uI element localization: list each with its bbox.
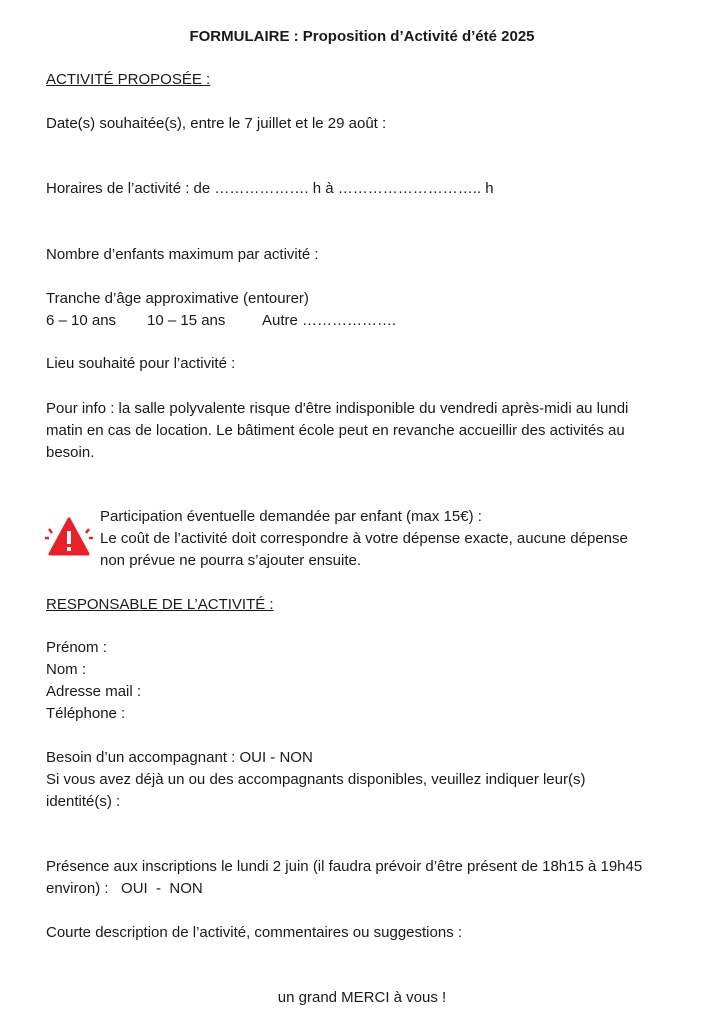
horaires-label: Horaires de l’activité : de ………………. h à ……………………….. h bbox=[46, 180, 494, 197]
presence-line: Présence aux inscriptions le lundi 2 juin (il faudra prévoir d’être présent de 18h15 à 19h45 bbox=[46, 858, 643, 875]
accompagnants-line: identité(s) : bbox=[46, 793, 121, 810]
info-line: Pour info : la salle polyvalente risque d'être indisponible du vendredi après-midi au lundi bbox=[46, 400, 629, 417]
warning-line: non prévue ne pourra s’ajouter ensuite. bbox=[100, 552, 362, 569]
description-label: Courte description de l’activité, commentaires ou suggestions : bbox=[46, 924, 463, 941]
age-option-1: 6 – 10 ans bbox=[46, 312, 117, 329]
prenom-label: Prénom : bbox=[46, 639, 107, 656]
accompagnants-line: Si vous avez déjà un ou des accompagnants disponibles, veuillez indiquer leur(s) bbox=[46, 771, 586, 788]
warning-line: Participation éventuelle demandée par enfant (max 15€) : bbox=[100, 508, 482, 525]
warning-line: Le coût de l’activité doit correspondre à votre dépense exacte, aucune dépense bbox=[100, 530, 628, 547]
footer-thanks: un grand MERCI à vous ! bbox=[277, 989, 447, 1006]
info-line: matin en cas de location. Le bâtiment école peut en revanche accueillir des activités au bbox=[46, 422, 625, 439]
dates-label: Date(s) souhaitée(s), entre le 7 juillet et le 29 août : bbox=[46, 115, 387, 132]
page-title: FORMULAIRE : Proposition d’Activité d’été 2025 bbox=[189, 28, 535, 45]
nom-label: Nom : bbox=[46, 661, 87, 678]
section-heading-activite: ACTIVITÉ PROPOSÉE : bbox=[46, 71, 211, 88]
info-line: besoin. bbox=[46, 444, 95, 461]
besoin-accompagnant-label: Besoin d’un accompagnant : OUI - NON bbox=[46, 749, 313, 766]
section-heading-responsable: RESPONSABLE DE L’ACTIVITÉ : bbox=[46, 596, 274, 613]
age-option-3: Autre ………………. bbox=[262, 312, 397, 329]
lieu-label: Lieu souhaité pour l’activité : bbox=[46, 355, 236, 372]
email-label: Adresse mail : bbox=[46, 683, 142, 700]
telephone-label: Téléphone : bbox=[46, 705, 126, 722]
tranche-age-label: Tranche d’âge approximative (entourer) bbox=[46, 290, 309, 307]
presence-line: environ) : OUI - NON bbox=[46, 880, 203, 897]
age-option-2: 10 – 15 ans bbox=[147, 312, 226, 329]
nombre-enfants-label: Nombre d’enfants maximum par activité : bbox=[46, 246, 319, 263]
warning-triangle-icon bbox=[44, 516, 94, 558]
